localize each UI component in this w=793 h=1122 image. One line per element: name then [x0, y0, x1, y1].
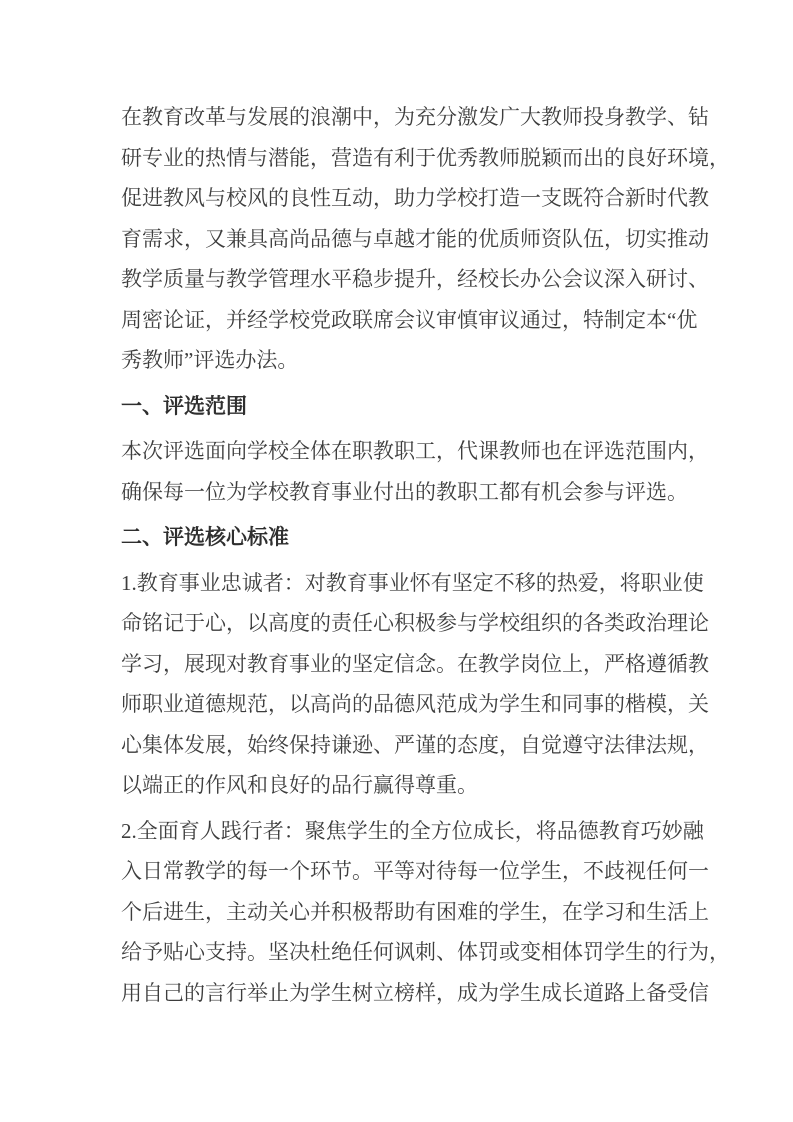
text-line: 学习，展现对教育事业的坚定信念。在教学岗位上，严格遵循教 — [121, 651, 709, 676]
text-line: 周密论证，并经学校党政联席会议审慎审议通过，特制定本“优 — [121, 307, 698, 332]
text-line: 在教育改革与发展的浪潮中，为充分激发广大教师投身教学、钻 — [121, 105, 709, 129]
text-line: 秀教师”评选办法。 — [121, 348, 299, 372]
heading-text: 二、评选核心标准 — [121, 525, 289, 549]
text-line: 以端正的作风和良好的品行赢得尊重。 — [121, 773, 478, 797]
text-line: 命铭记于心，以高度的责任心积极参与学校组织的各类政治理论 — [121, 611, 709, 635]
text-line: 教学质量与教学管理水平稳步提升，经校长办公会议深入研讨、 — [121, 267, 709, 291]
text-line: 个后进生，主动关心并积极帮助有困难的学生，在学习和生活上 — [121, 899, 709, 924]
section-2-heading — [121, 517, 673, 558]
text-line: 给予贴心支持。坚决杜绝任何讽刺、体罚或变相体罚学生的行为， — [121, 940, 730, 964]
text-line: 用自己的言行举止为学生树立榜样，成为学生成长道路上备受信 — [121, 980, 709, 1005]
text-line: 本次评选面向学校全体在职教职工，代课教师也在评选范围内， — [121, 439, 709, 463]
text-line: 师职业道德规范，以高尚的品德风范成为学生和同事的楷模，关 — [121, 692, 709, 716]
criteria-2-paragraph — [121, 811, 730, 1014]
text-line: 研专业的热情与潜能，营造有利于优秀教师脱颖而出的良好环境， — [121, 145, 730, 170]
section-1-heading — [121, 386, 673, 427]
text-line: 育需求，又兼具高尚品德与卓越才能的优质师资队伍，切实推动 — [121, 226, 709, 251]
text-line: 心集体发展，始终保持谦逊、严谨的态度，自觉遵守法律法规， — [121, 732, 709, 757]
text-line: 确保每一位为学校教育事业付出的教职工都有机会参与评选。 — [121, 479, 688, 504]
scope-paragraph — [121, 431, 709, 512]
text-line: 1.教育事业忠诚者：对教育事业怀有坚定不移的热爱，将职业使 — [121, 570, 704, 595]
text-line: 入日常教学的每一个环节。平等对待每一位学生，不歧视任何一 — [121, 859, 709, 883]
text-line: 2.全面育人践行者：聚焦学生的全方位成长，将品德教育巧妙融 — [121, 818, 704, 843]
criteria-1-paragraph — [121, 563, 709, 806]
text-line: 促进教风与校风的良性互动，助力学校打造一支既符合新时代教 — [121, 186, 709, 210]
heading-text: 一、评选范围 — [121, 393, 247, 418]
intro-paragraph — [121, 97, 730, 381]
